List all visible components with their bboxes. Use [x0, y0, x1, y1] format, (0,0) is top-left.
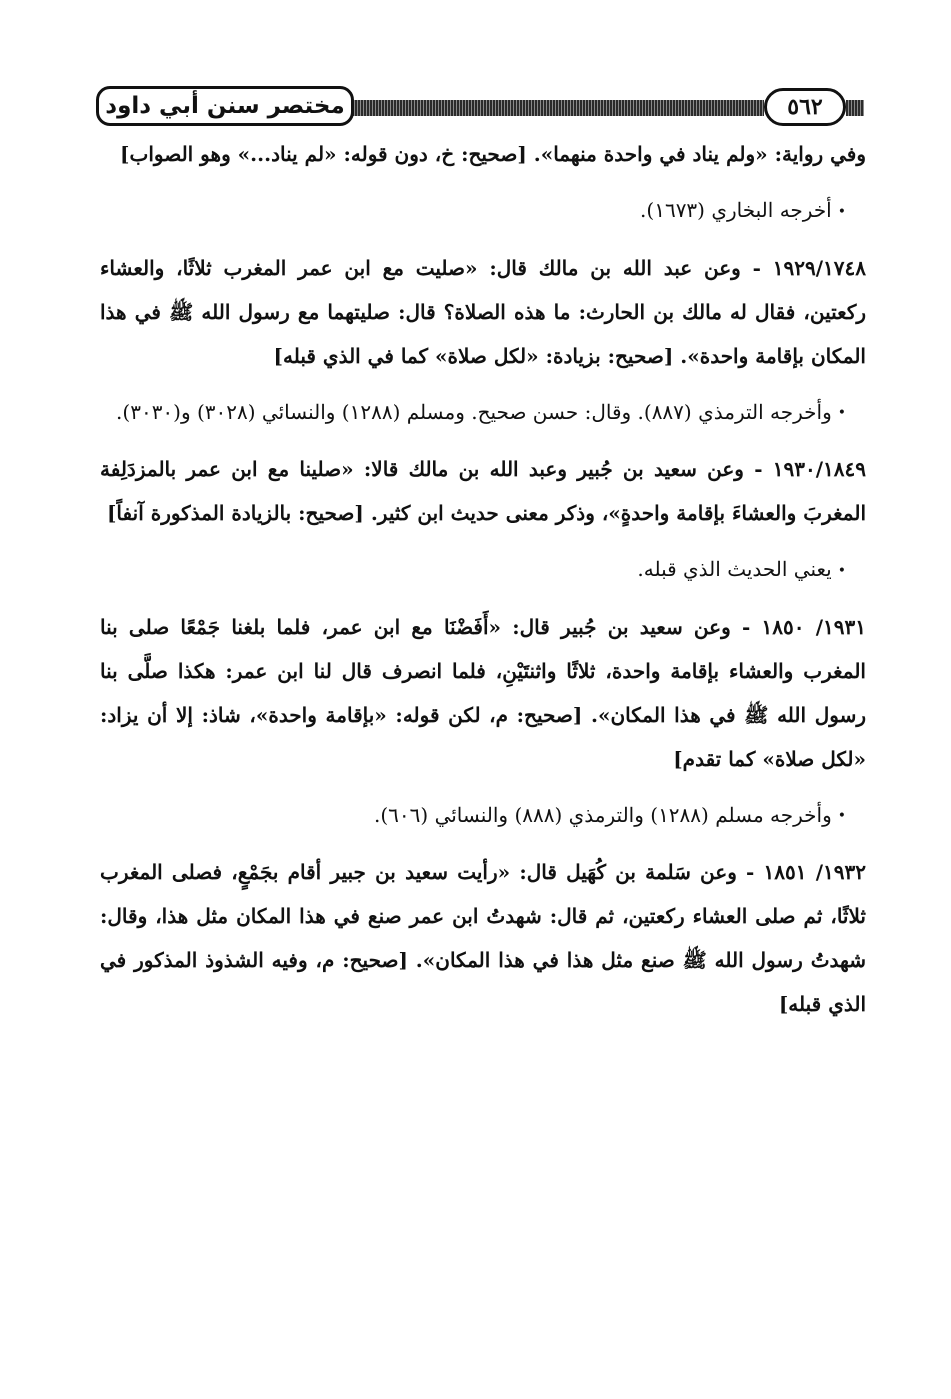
book-title: مختصر سنن أبي داود [96, 86, 354, 126]
note-text: وأخرجه الترمذي (٨٨٧). وقال: حسن صحيح. ومسلم (١٢٨٨) والنسائي (٣٠٢٨) و(٣٠٣٠). [116, 399, 832, 424]
hadith-paragraph: ١٩٢٩/١٧٤٨ - وعن عبد الله بن مالك قال: «صليت مع ابن عمر المغرب ثلاثًا، والعشاء ركعتين، فقال له مالك بن الحارث: ما هذه الصلاة؟ قال: صليتهما مع رسول الله ﷺ في هذا المكان بإقامة واحدة». [صحيح: بزيادة: «لكل صلاة» كما في الذي قبله] [100, 255, 866, 368]
header-decorative-bar [346, 100, 764, 116]
hadith-paragraph: ١٩٣١/ ١٨٥٠ - وعن سعيد بن جُبير قال: «أَفَضْنَا مع ابن عمر، فلما بلغنا جَمْعًا صلى بنا المغرب والعشاء بإقامة واحدة، ثلاثًا واثنتَيْنِ، فلما انصرف قال لنا ابن عمر: هكذا صلَّى بنا رسول الله ﷺ في هذا المكان». [صحيح: م، لكن قوله: «بإقامة واحدة»، شاذ: إلا أن يزاد: «لكل صلاة» كما تقدم] [100, 614, 866, 771]
bullet-icon: • [837, 808, 846, 824]
hadith-paragraph: وفي رواية: «ولم يناد في واحدة منهما». [صحيح: خ، دون قوله: «لم يناد...» وهو الصواب] [120, 142, 866, 166]
note-text: يعني الحديث الذي قبله. [637, 557, 832, 581]
page-number: ٥٦٢ [764, 88, 846, 126]
note-text: أخرجه البخاري (١٦٧٣). [640, 198, 832, 222]
bullet-icon: • [837, 405, 846, 421]
note-text: وأخرجه مسلم (١٢٨٨) والترمذي (٨٨٨) والنسائي (٦٠٦). [374, 802, 832, 827]
bullet-icon: • [837, 562, 846, 579]
page-body [100, 132, 866, 1038]
hadith-paragraph: ١٩٣٢/ ١٨٥١ - وعن سَلمة بن كُهَيل قال: «رأيت سعيد بن جبير أقام بجَمْعٍ، فصلى المغرب ثلاثًا، ثم صلى العشاء ركعتين، ثم قال: شهدتُ ابن عمر صنع في هذا المكان مثل هذا، وقال: شهدتُ رسول الله ﷺ صنع مثل هذا في هذا المكان». [صحيح: م، وفيه الشذوذ المذكور في الذي قبله] [100, 860, 866, 1016]
header-decorative-bar-end [846, 100, 864, 116]
running-header [96, 86, 864, 130]
bullet-icon: • [837, 203, 846, 220]
takhrij-note [100, 390, 866, 436]
hadith-paragraph: ١٩٣٠/١٨٤٩ - وعن سعيد بن جُبير وعبد الله بن مالك قالا: «صلينا مع ابن عمر بالمزدَلِفة المغربَ والعشاءَ بإقامة واحدةٍ»، وذكر معنى حديث ابن كثير. [صحيح: بالزيادة المذكورة آنفاً] [100, 457, 866, 525]
takhrij-note [100, 188, 866, 234]
takhrij-note [100, 793, 866, 839]
takhrij-note [100, 547, 866, 593]
